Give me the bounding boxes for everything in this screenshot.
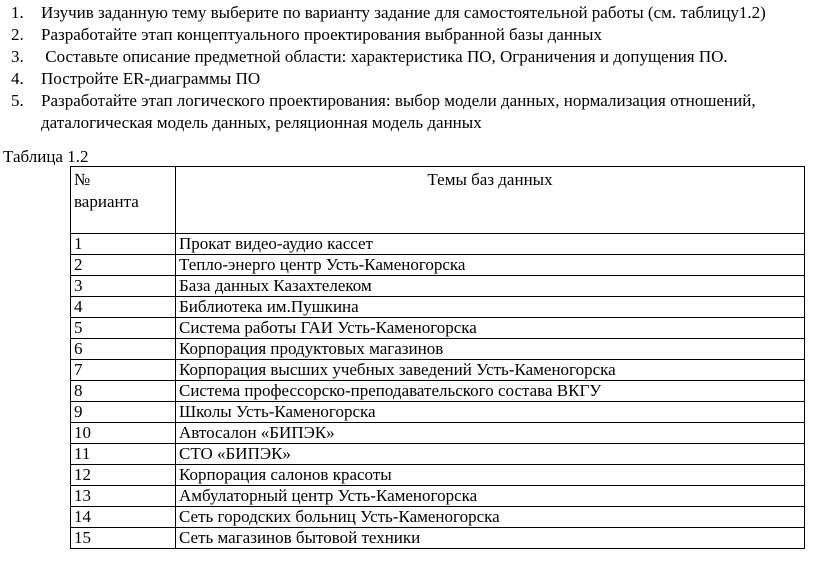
task-item	[0, 2, 816, 24]
variant-number-cell: 5	[71, 318, 176, 339]
task-number: 2.	[11, 25, 24, 44]
task-text: Разработайте этап логического проектирования: выбор модели данных, нормализация отношений, даталогическая модель данных, реляционная модель данных	[41, 91, 756, 132]
table-row	[71, 486, 805, 507]
topic-cell: Корпорация высших учебных заведений Усть-Каменогорска	[176, 360, 805, 381]
table-row	[71, 339, 805, 360]
topic-cell: СТО «БИПЭК»	[176, 444, 805, 465]
task-text: Изучив заданную тему выберите по варианту задание для самостоятельной работы (см. таблицу1.2)	[41, 3, 766, 22]
topic-cell: Школы Усть-Каменогорска	[176, 402, 805, 423]
topic-cell: Библиотека им.Пушкина	[176, 297, 805, 318]
task-number: 5.	[11, 91, 24, 110]
variant-number-cell: 4	[71, 297, 176, 318]
table-row	[71, 360, 805, 381]
task-item	[0, 24, 816, 46]
topic-cell: Тепло-энерго центр Усть-Каменогорска	[176, 255, 805, 276]
variant-number-cell: 1	[71, 234, 176, 255]
task-list	[0, 2, 816, 134]
topic-cell: Сеть городских больниц Усть-Каменогорска	[176, 507, 805, 528]
variant-number-cell: 14	[71, 507, 176, 528]
header-topic-cell: Темы баз данных	[176, 167, 805, 234]
topic-cell: Система работы ГАИ Усть-Каменогорска	[176, 318, 805, 339]
task-item	[0, 46, 816, 68]
variant-number-cell: 11	[71, 444, 176, 465]
variant-number-cell: 8	[71, 381, 176, 402]
topics-table	[70, 166, 805, 549]
header-variant-line1: №	[74, 170, 91, 189]
table-caption: Таблица 1.2	[3, 147, 89, 166]
variant-number-cell: 2	[71, 255, 176, 276]
header-variant-line2: варианта	[74, 192, 139, 211]
topic-cell: База данных Казахтелеком	[176, 276, 805, 297]
topic-cell: Сеть магазинов бытовой техники	[176, 528, 805, 549]
variant-number-cell: 6	[71, 339, 176, 360]
task-item	[0, 68, 816, 90]
topic-cell: Корпорация салонов красоты	[176, 465, 805, 486]
variant-number-cell: 3	[71, 276, 176, 297]
table-row	[71, 465, 805, 486]
header-variant-cell	[71, 167, 176, 234]
table-row	[71, 276, 805, 297]
topic-cell: Автосалон «БИПЭК»	[176, 423, 805, 444]
topic-cell: Система профессорско-преподавательского состава ВКГУ	[176, 381, 805, 402]
topic-cell: Амбулаторный центр Усть-Каменогорска	[176, 486, 805, 507]
task-number: 3.	[11, 47, 24, 66]
table-header-row	[71, 167, 805, 234]
task-number: 1.	[11, 3, 24, 22]
table-row	[71, 297, 805, 318]
task-item	[0, 90, 816, 134]
table-row	[71, 318, 805, 339]
topic-cell: Корпорация продуктовых магазинов	[176, 339, 805, 360]
task-number: 4.	[11, 69, 24, 88]
table-row	[71, 423, 805, 444]
table-row	[71, 528, 805, 549]
variant-number-cell: 9	[71, 402, 176, 423]
table-row	[71, 507, 805, 528]
task-text: Постройте ER-диаграммы ПО	[41, 69, 261, 88]
topic-cell: Прокат видео-аудио кассет	[176, 234, 805, 255]
task-text: Разработайте этап концептуального проектирования выбранной базы данных	[41, 25, 602, 44]
variant-number-cell: 12	[71, 465, 176, 486]
table-row	[71, 234, 805, 255]
task-text: Составьте описание предметной области: характеристика ПО, Ограничения и допущения ПО.	[41, 47, 728, 66]
table-row	[71, 381, 805, 402]
variant-number-cell: 7	[71, 360, 176, 381]
variant-number-cell: 15	[71, 528, 176, 549]
variant-number-cell: 10	[71, 423, 176, 444]
table-row	[71, 255, 805, 276]
variant-number-cell: 13	[71, 486, 176, 507]
table-row	[71, 444, 805, 465]
table-row	[71, 402, 805, 423]
